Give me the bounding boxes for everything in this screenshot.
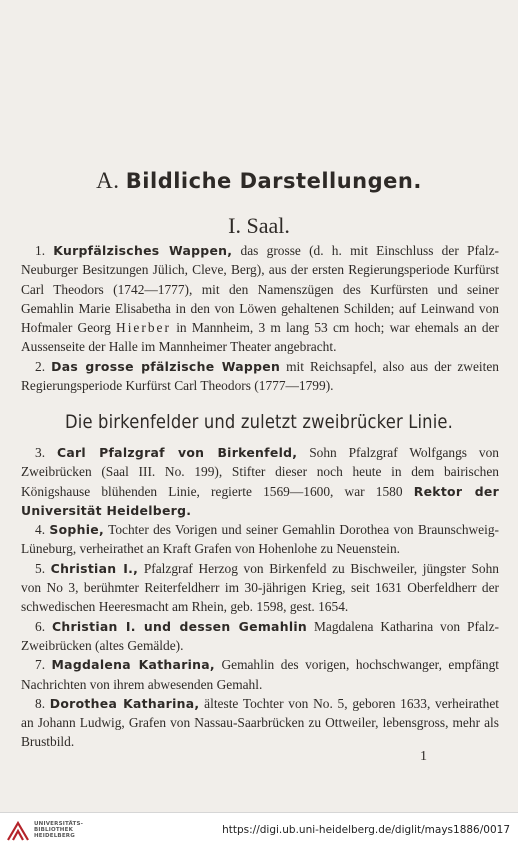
- library-name: UNIVERSITÄTS- BIBLIOTHEK HEIDELBERG: [34, 821, 84, 840]
- entry-text: Sohn Pfalzgraf Wolfgangs von Zweibrücken (Saal III. No. 199), Stifter dieser noch heute in dem bairischen Königshause blühenden Linie, regierte 1569—1600, war 1580: [21, 445, 499, 499]
- entry-text: Pfalzgraf Herzog von Birkenfeld zu Bischweiler, jüngster Sohn von No 3, berühmter Reiterfeldherr im 30-jährigen Krieg, seit 1631 Oberfeldherr der schwedischen Heeresmacht am Rhein, geb. 1598, gest. 1654.: [21, 560, 500, 615]
- entry-number: 5.: [35, 560, 46, 576]
- entry-text: älteste Tochter von No. 5, geboren 1633, verheirathet an Johann Ludwig, Grafen von Nassau-Saarbrücken zu Ottweiler, lebensgross, mehr als Brustbild.: [21, 695, 499, 750]
- entry-title: Dorothea Katharina,: [49, 695, 200, 711]
- entry-spaced-name: Hierber: [116, 320, 171, 336]
- entry-number: 7.: [35, 657, 46, 673]
- entry-number: 4.: [35, 522, 46, 538]
- entry-text: Gemahlin des vorigen, hochschwanger, empfängt Nachrichten von ihrem abwesenden Gemahl.: [21, 657, 499, 692]
- entry-3: [21, 443, 499, 520]
- entry-title: Das grosse pfälzische Wappen: [51, 358, 281, 374]
- section-heading: [0, 168, 518, 194]
- room-heading: I. Saal.: [228, 213, 290, 238]
- university-library-logo-icon[interactable]: [6, 820, 30, 842]
- entry-text: Magdalena Katharina von Pfalz-Zweibrücken (altes Gemälde).: [21, 618, 499, 653]
- entry-text: das grosse (d. h. mit Einschluss der Pfalz-Neuburger Besitzungen Jülich, Cleve, Berg), aus der ersten Regierungsperiode Kurfürst Carl Theodors (1742—1777), mit den Namenszügen des Kurfürsten und seiner Gemahlin Marie Elisabetha in den von Löwen gehaltenen Schilden; auf Leinwand von Hofmaler Georg: [21, 243, 499, 336]
- entry-2: [21, 357, 499, 396]
- entry-7: [21, 655, 499, 694]
- entry-title: Carl Pfalzgraf von Birkenfeld,: [56, 445, 298, 460]
- entry-title: Magdalena Katharina,: [51, 657, 215, 673]
- entry-text: Tochter des Vorigen und seiner Gemahlin Dorothea von Braunschweig-Lüneburg, verheirathet an Kraft Grafen von Hohenlohe zu Neuenstein.: [21, 522, 500, 557]
- entry-title: Kurpfälzisches Wappen,: [53, 243, 233, 258]
- entry-1: [21, 241, 499, 357]
- entry-6: [21, 617, 499, 656]
- entry-4: [21, 520, 499, 559]
- lineage-heading: Die birkenfelder und zuletzt zweibrücker Linie.: [64, 411, 454, 433]
- entry-text-continued: in Mannheim, 3 m lang 53 cm hoch; war ehemals an der Aussenseite der Halle im Mannheimer Theater angebracht.: [21, 320, 499, 355]
- section-title: Bildliche Darstellungen.: [125, 169, 422, 193]
- entry-5: [21, 559, 499, 617]
- entry-number: 3.: [35, 445, 46, 460]
- permalink-url[interactable]: https://digi.ub.uni-heidelberg.de/diglit/mays1886/0017: [222, 824, 510, 836]
- section-letter: A.: [96, 168, 120, 193]
- viewer-footer: [0, 812, 518, 850]
- entry-title: Sophie,: [49, 522, 104, 538]
- entry-number: 8.: [35, 695, 46, 711]
- entry-text: mit Reichsapfel, also aus der zweiten Regierungsperiode Kurfürst Carl Theodors (1777—1799).: [21, 358, 499, 394]
- entry-title: Christian I. und dessen Gemahlin: [51, 618, 308, 634]
- entry-number: 6.: [35, 618, 46, 634]
- entries-block-2: [21, 443, 499, 752]
- entry-title: Christian I.,: [50, 560, 139, 576]
- entries-block-1: [21, 241, 499, 395]
- entry-number: 1.: [35, 243, 46, 258]
- entry-number: 2.: [35, 358, 46, 374]
- entry-emphasis: Rektor der Universität Heidelberg.: [21, 483, 499, 518]
- page-number: 1: [420, 749, 427, 764]
- entry-8: [21, 694, 499, 752]
